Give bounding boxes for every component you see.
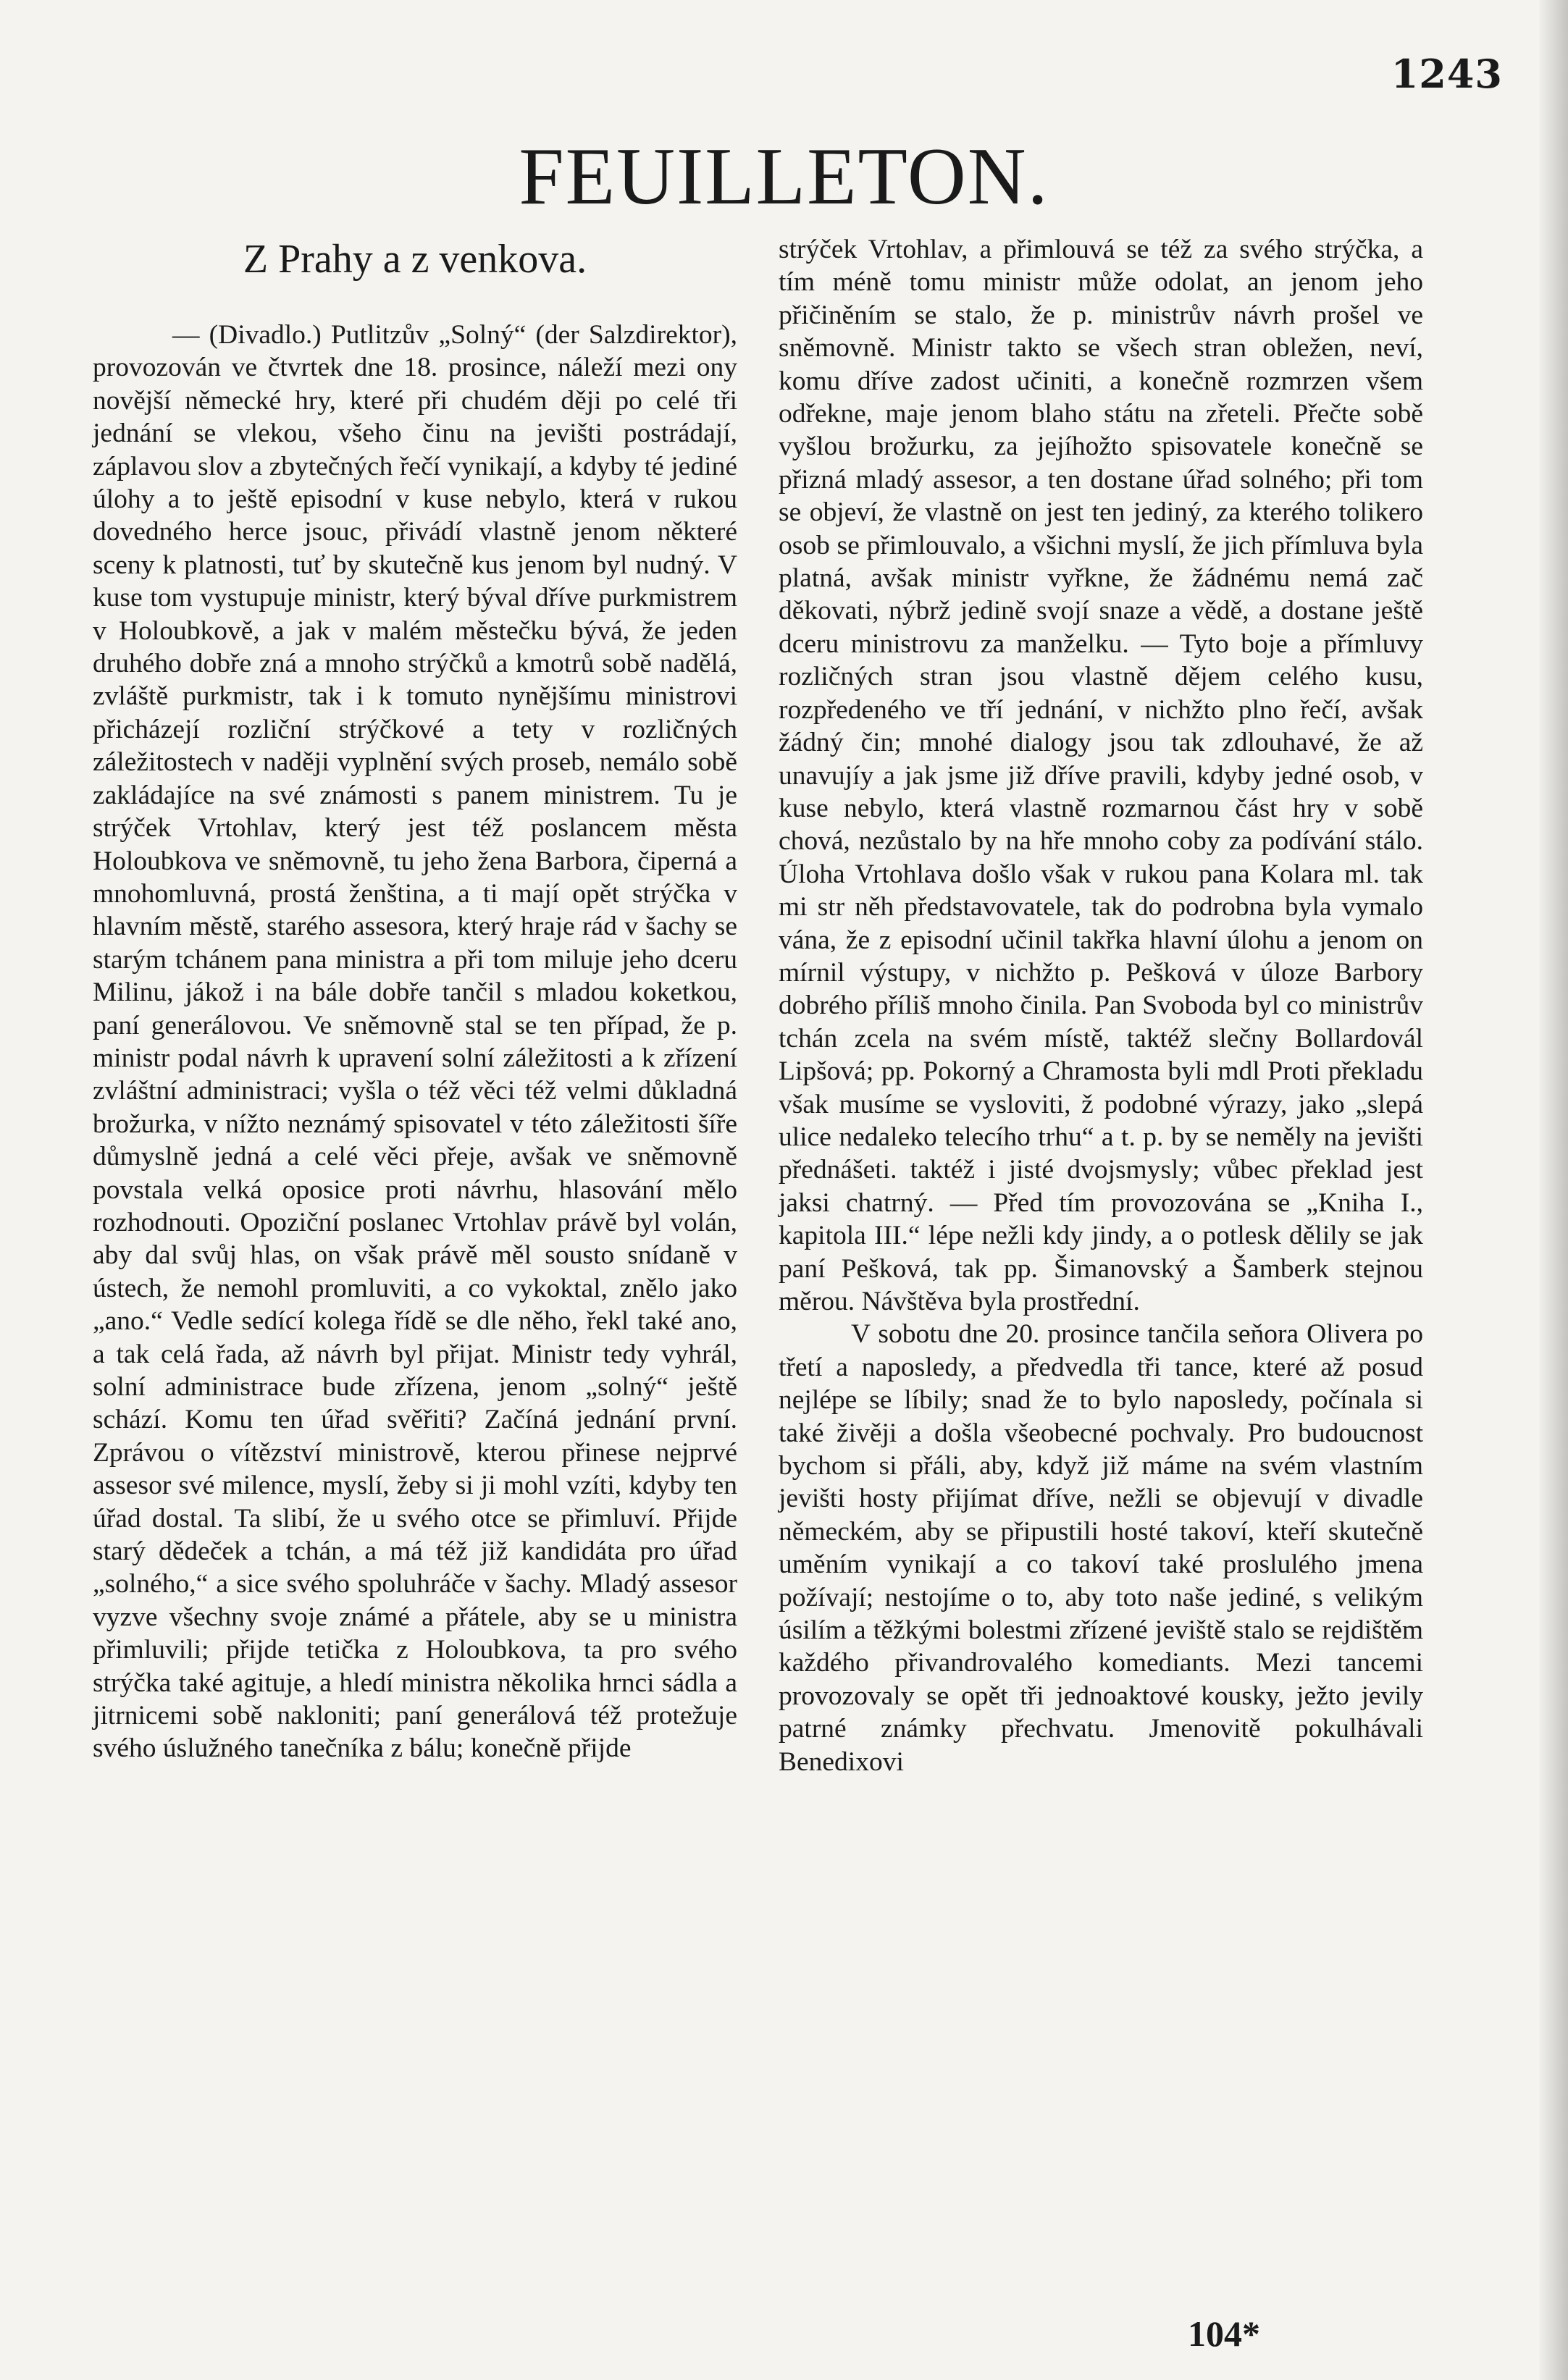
- left-column: [93, 233, 737, 1765]
- page-fold-shadow: [1539, 0, 1568, 2380]
- sheet-signature-mark: 104*: [1188, 2313, 1260, 2354]
- section-masthead: FEUILLETON.: [519, 132, 1049, 222]
- article-paragraph: — (Divadlo.) Putlitzův „Solný“ (der Salzdirektor), provozován ve čtvrtek dne 18. prosince, náleží mezi ony novější německé hry, které při chudém ději po celé tři jednání se vlekou, všeho činu na jevišti postrádají, záplavou slov a zbytečných řečí vynikají, a kdyby té jediné úlohy a to ještě episodní v kuse nebylo, která v rukou dovedného herce jsouc, přivádí vlastně jenom některé sceny k platnosti, tuť by skutečně kus jenom byl nudný. V kuse tom vystupuje ministr, který býval dříve purkmistrem v Holoubkově, a jak v malém městečku bývá, že jeden druhého dobře zná a mnoho strýčků a kmotrů sobě nadělá, zvláště purkmistr, tak i k tomuto nynějšímu ministrovi přicházejí rozliční strýčkové a tety v rozličných záležitostech v naději vyplnění svých proseb, nemálo sobě zakládajíce na své známosti s panem ministrem. Tu je strýček Vrtohlav, který jest též poslancem města Holoubkova ve sněmovně, tu jeho žena Barbora, čiperná a mnohomluvná, prostá ženština, a ti mají opět strýčka v hlavním městě, starého assesora, který hraje rád v šachy se starým tchánem pana ministra a při tom miluje jeho dceru Milinu, jákož i na bále dobře tančil s mladou koketkou, paní generálovou. Ve sněmovně stal se ten případ, že p. ministr podal návrh k upravení solní záležitosti a k zřízení zvláštní administraci; vyšla o též věci též velmi důkladná brožurka, v nížto neznámý spisovatel v této záležitosti šíře důmyslně jedná a celé věci přeje, avšak ve sněmovně povstala velká oposice proti návrhu, hlasování mělo rozhodnouti. Opoziční poslanec Vrtohlav právě byl volán, aby dal svůj hlas, on však právě měl sousto snídaně v ústech, že nemohl promluviti, a co vykoktal, znělo jako „ano.“ Vedle sedící kolega řídě se dle něho, řekl také ano, a tak celá řada, až návrh byl přijat. Ministr tedy vyhrál, solní administrace bude zřízena, jenom „solný“ ještě schází. Komu ten úřad svěřiti? Začíná jednání první. Zprávou o vítězství ministrově, kterou přinese nejprvé assesor své milence, myslí, žeby si ji mohl vzíti, kdyby ten úřad dostal. Ta slibí, že u svého otce se přimluví. Přijde starý dědeček a tchán, a má též již kandidáta pro úřad „solného,“ a sice svého spoluhráče v šachy. Mladý assesor vyzve všechny svoje známé a přátele, aby se u ministra přimluvili; přijde tetička z Holoubkova, ta pro svého strýčka také agituje, a hledí ministra několika hrnci sádla a jitrnicemi sobě nakloniti; paní generálová též protežuje svého úslužného tanečníka z bálu; konečně přijde: [93, 320, 737, 1764]
- page-number: 1243: [1391, 51, 1503, 97]
- article-paragraph: strýček Vrtohlav, a přimlouvá se též za svého strýčka, a tím méně tomu ministr může odolat, an jenom jeho přičiněním se stalo, že p. ministrův návrh prošel ve sněmovně. Ministr takto se všech stran obležen, neví, komu dříve zadost učiniti, a konečně rozmrzen všem odřekne, maje jenom blaho státu na zřeteli. Přečte sobě vyšlou brožurku, za jejíhožto spisovatele konečně se přizná mladý assesor, a ten dostane úřad solného; při tom se objeví, že vlastně on jest ten jediný, za kterého tolikero osob se přimlouvalo, a všichni myslí, že jich přímluva byla platná, avšak ministr vyřkne, že žádnému nemá zač děkovati, nýbrž jedině svojí snaze a vědě, a dostane ještě dceru ministrovu za manželku. — Tyto boje a přímluvy rozličných stran jsou vlastně dějem celého kusu, rozpředeného ve tří jednání, v nichžto plno řečí, avšak žádný čin; mnohé dialogy jsou tak zdlouhavé, že až unavujíy a jak jsme již dříve pravili, kdyby jedné osob, v kuse nebylo, která vlastně rozmarnou část hry v sobě chová, nezůstalo by na hře mnoho coby za podívání stálo. Úloha Vrtohlava došlo však v rukou pana Kolara ml. tak mi str něh představovatele, tak do podrobna byla vymalo vána, že z episodní učinil takřka hlavní úlohu a jenom on mírnil výstupy, v nichžto p. Pešková v úloze Barbory dobrého příliš mnoho činila. Pan Svoboda byl co ministrův tchán zcela na svém místě, taktéž slečny Bollardovál Lipšová; pp. Pokorný a Chramosta byli mdl Proti překladu však musíme se vysloviti, ž podobné výrazy, jako „slepá ulice nedaleko telecího trhu“ a t. p. by se neměly na jevišti přednášeti. taktéž i jisté dvojsmysly; vůbec překlad jest jaksi chatrný. — Před tím provozována se „Kniha I., kapitola III.“ lépe nežli kdy jindy, a o potlesk dělily se jak paní Pešková, tak pp. Šimanovský a Šamberk stejnou měrou. Návštěva byla prostřední.: [779, 235, 1423, 1316]
- right-column: [779, 233, 1423, 1778]
- article-title: Z Prahy a z venkova.: [243, 237, 587, 282]
- article-paragraph: V sobotu dne 20. prosince tančila seňora Olivera po třetí a naposledy, a předvedla tři tance, které až posud nejlépe se líbily; snad že to bylo naposledy, počínala si také živěji a došla všeobecné pochvaly. Pro budoucnost bychom si přáli, aby, když již máme na svém vlastním jevišti hosty přijímat dříve, nežli se objevují v divadle německém, aby se připustili hosté takoví, kteří skutečně uměním vynikají a co takoví také proslulého jmena požívají; nestojíme o to, aby toto naše jediné, s velikým úsilím a těžkými bolestmi zřízené jeviště stalo se rejdištěm každého přivandrovalého komediants. Mezi tancemi provozovaly se opět tři jednoaktové kousky, ježto jevily patrné známky přechvatu. Jmenovitě pokulhávali Benedixovi: [779, 1319, 1423, 1777]
